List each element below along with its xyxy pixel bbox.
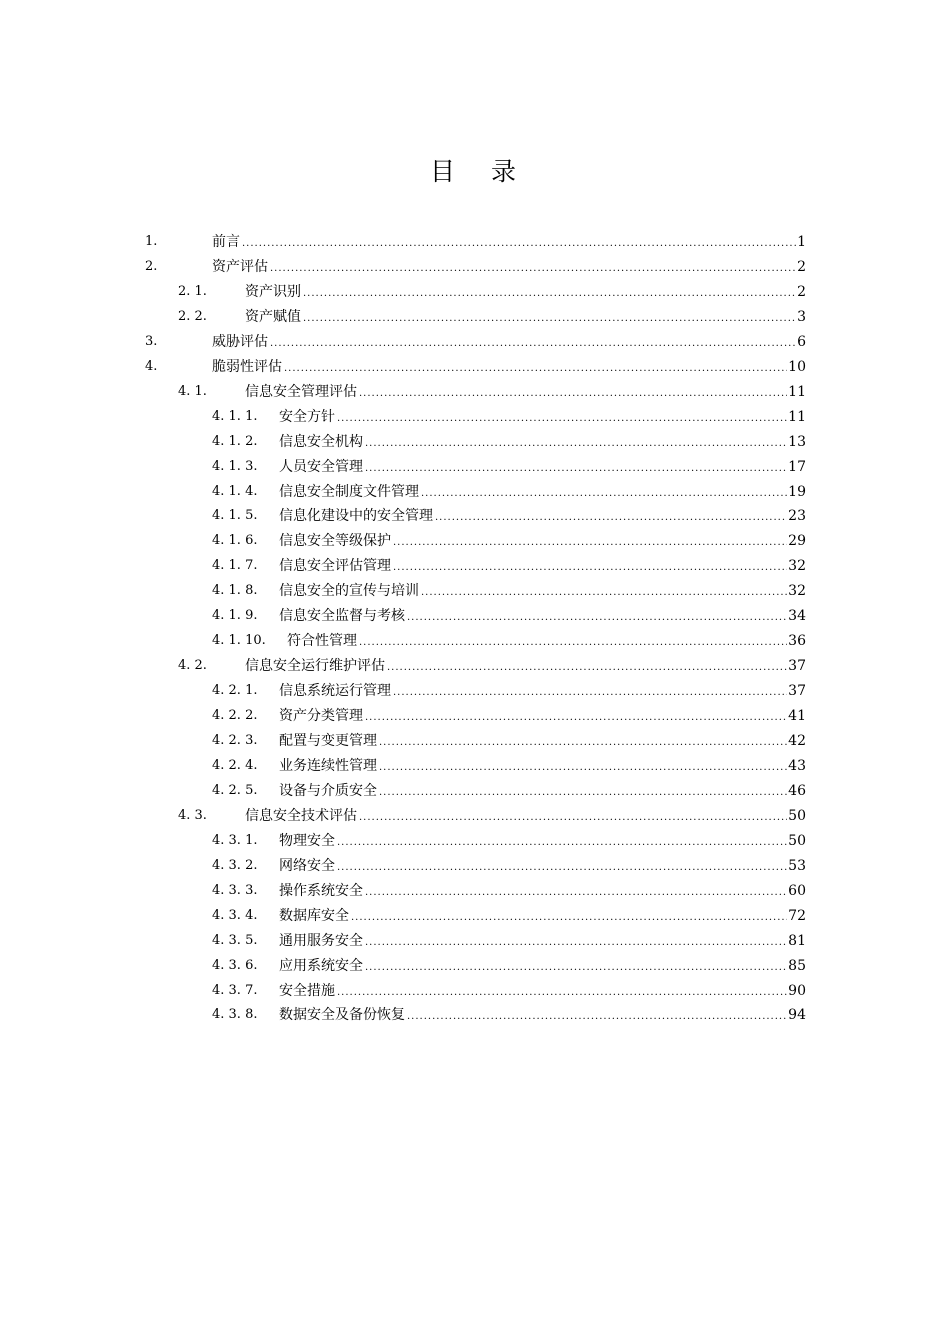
toc-entry-page-number: 29 <box>788 533 806 550</box>
toc-entry-number: 4. 3. 6. <box>212 957 258 973</box>
toc-entry-number: 4. 3. <box>178 807 207 823</box>
toc-entry-page-number: 85 <box>788 957 806 974</box>
toc-entry-page-number: 3 <box>797 308 806 325</box>
toc-entry-title: 资产分类管理 <box>279 708 363 725</box>
toc-entry-number: 4. 1. 8. <box>212 583 258 599</box>
toc-entry-title: 操作系统安全 <box>279 882 363 899</box>
dot-leader <box>337 984 787 1002</box>
dot-leader <box>270 335 796 353</box>
toc-entry-number: 4. 3. 3. <box>212 882 258 898</box>
toc-entry-page-number: 32 <box>788 583 806 600</box>
toc-entry-page-number: 6 <box>797 333 806 350</box>
dot-leader <box>365 884 787 902</box>
toc-entry-page-number: 23 <box>788 508 806 525</box>
toc-entry[interactable] <box>0 579 806 604</box>
toc-entry-page-number: 72 <box>788 907 806 924</box>
toc-entry-page-number: 2 <box>797 258 806 275</box>
toc-entry-title: 信息安全管理评估 <box>245 383 357 400</box>
dot-leader <box>359 809 787 827</box>
toc-entry-page-number: 17 <box>788 458 806 475</box>
dot-leader <box>242 235 796 253</box>
toc-entry[interactable] <box>0 779 806 804</box>
toc-entry-number: 4. 3. 1. <box>212 832 258 848</box>
toc-entry-number: 4. 2. 2. <box>212 708 258 724</box>
toc-entry-title: 网络安全 <box>279 857 335 874</box>
toc-entry-page-number: 94 <box>788 1007 806 1024</box>
toc-entry[interactable] <box>0 1003 806 1028</box>
dot-leader <box>421 485 787 503</box>
dot-leader <box>365 709 787 727</box>
toc-entry-title: 人员安全管理 <box>279 458 363 475</box>
toc-entry-page-number: 50 <box>788 807 806 824</box>
toc-entry[interactable] <box>0 904 806 929</box>
toc-entry-title: 安全方针 <box>279 408 335 425</box>
dot-leader <box>393 534 787 552</box>
toc-entry-title: 信息化建设中的安全管理 <box>279 508 433 525</box>
toc-entry-number: 4. 1. 10. <box>212 633 266 649</box>
toc-entry-number: 4. 3. 7. <box>212 982 258 998</box>
toc-entry-number: 4. 3. 2. <box>212 857 258 873</box>
toc-entry-title: 资产赋值 <box>245 308 301 325</box>
toc-entry-page-number: 37 <box>788 683 806 700</box>
toc-entry-title: 信息安全运行维护评估 <box>245 658 385 675</box>
toc-entry-number: 4. 1. 9. <box>212 608 258 624</box>
dot-leader <box>379 784 787 802</box>
dot-leader <box>407 609 787 627</box>
dot-leader <box>387 659 787 677</box>
toc-entry[interactable] <box>0 504 806 529</box>
toc-entry-number: 3. <box>145 333 158 349</box>
toc-entry-page-number: 41 <box>788 708 806 725</box>
toc-entry-number: 4. 3. 4. <box>212 907 258 923</box>
toc-entry-title: 信息安全机构 <box>279 433 363 450</box>
toc-entry-page-number: 36 <box>788 633 806 650</box>
toc-entry-page-number: 37 <box>788 658 806 675</box>
toc-entry-title: 数据安全及备份恢复 <box>279 1007 405 1024</box>
toc-entry[interactable] <box>0 405 806 430</box>
toc-entry-page-number: 13 <box>788 433 806 450</box>
dot-leader <box>337 410 787 428</box>
toc-entry-page-number: 1 <box>797 234 806 250</box>
toc-entry-page-number: 32 <box>788 558 806 575</box>
dot-leader <box>365 435 787 453</box>
dot-leader <box>393 684 787 702</box>
toc-entry[interactable] <box>0 430 806 455</box>
toc-entry-page-number: 42 <box>788 733 806 749</box>
toc-entry[interactable] <box>0 629 806 654</box>
toc-entry-page-number: 50 <box>788 832 806 849</box>
toc-entry[interactable] <box>0 305 806 330</box>
toc-entry[interactable] <box>0 529 806 554</box>
toc-entry-number: 4. 2. 5. <box>212 782 258 798</box>
toc-entry-title: 前言 <box>212 234 240 250</box>
toc-entry-title: 业务连续性管理 <box>279 757 377 774</box>
toc-entry[interactable] <box>0 654 806 679</box>
dot-leader <box>303 310 796 328</box>
page-title: 目 录 <box>430 157 530 186</box>
toc-entry-title: 信息安全的宣传与培训 <box>279 583 419 600</box>
dot-leader <box>284 360 787 378</box>
toc-entry-title: 设备与介质安全 <box>279 782 377 799</box>
dot-leader <box>337 859 787 877</box>
toc-entry-number: 4. 1. 4. <box>212 483 258 499</box>
toc-entry-number: 4. 2. 3. <box>212 733 258 748</box>
toc-entry[interactable] <box>0 854 806 879</box>
dot-leader <box>365 934 787 952</box>
toc-entry-number: 4. 2. 1. <box>212 683 258 699</box>
toc-entry-number: 2. 1. <box>178 283 207 299</box>
toc-entry[interactable] <box>0 355 806 380</box>
dot-leader <box>351 909 787 927</box>
toc-entry[interactable] <box>0 230 806 255</box>
toc-entry-page-number: 46 <box>788 782 806 799</box>
toc-entry-title: 信息安全评估管理 <box>279 558 391 575</box>
toc-entry-page-number: 19 <box>788 483 806 500</box>
toc-entry-page-number: 60 <box>788 882 806 899</box>
dot-leader <box>303 285 796 303</box>
toc-entry-number: 4. 1. 1. <box>212 408 258 424</box>
toc-entry-number: 4. <box>145 358 158 374</box>
dot-leader <box>337 834 787 852</box>
toc-entry-number: 4. 1. 2. <box>212 433 258 449</box>
toc-entry[interactable] <box>0 554 806 579</box>
dot-leader <box>393 559 787 577</box>
toc-entry[interactable] <box>0 255 806 280</box>
toc-entry-number: 4. 3. 5. <box>212 932 258 948</box>
toc-entry-title: 通用服务安全 <box>279 932 363 949</box>
toc-entry-title: 应用系统安全 <box>279 957 363 974</box>
toc-entry[interactable] <box>0 979 806 1004</box>
toc-entry[interactable] <box>0 704 806 729</box>
toc-entry-title: 数据库安全 <box>279 907 349 924</box>
toc-entry[interactable] <box>0 380 806 405</box>
toc-entry[interactable] <box>0 480 806 505</box>
dot-leader <box>407 1008 787 1026</box>
toc-entry-page-number: 90 <box>788 982 806 999</box>
toc-entry-page-number: 43 <box>788 757 806 774</box>
toc-entry-number: 2. <box>145 258 158 274</box>
dot-leader <box>365 959 787 977</box>
toc-entry-number: 4. 1. 3. <box>212 458 258 474</box>
toc-entry-title: 脆弱性评估 <box>212 358 282 375</box>
dot-leader <box>435 509 787 527</box>
toc-entry-title: 安全措施 <box>279 982 335 999</box>
toc-entry-number: 4. 2. <box>178 658 207 674</box>
toc-entry-page-number: 2 <box>797 283 806 300</box>
toc-entry-number: 4. 1. 7. <box>212 558 258 574</box>
toc-entry[interactable] <box>0 604 806 629</box>
toc-entry-title: 威胁评估 <box>212 333 268 350</box>
toc-entry-title: 资产识别 <box>245 283 301 300</box>
toc-entry[interactable] <box>0 455 806 480</box>
toc-entry[interactable] <box>0 954 806 979</box>
toc-entry-page-number: 34 <box>788 608 806 625</box>
toc-entry[interactable] <box>0 929 806 954</box>
toc-entry-title: 资产评估 <box>212 258 268 275</box>
dot-leader <box>421 584 787 602</box>
toc-entry[interactable] <box>0 754 806 779</box>
toc-entry-number: 2. 2. <box>178 308 207 324</box>
toc-entry[interactable] <box>0 804 806 829</box>
dot-leader <box>359 385 787 403</box>
toc-entry-page-number: 11 <box>788 383 806 400</box>
toc-entry-number: 1. <box>145 234 158 249</box>
toc-entry-number: 4. 1. 6. <box>212 533 258 549</box>
toc-entry-page-number: 11 <box>788 408 806 425</box>
toc-entry[interactable] <box>0 829 806 854</box>
toc-entry-title: 配置与变更管理 <box>279 733 377 749</box>
toc-entry-page-number: 10 <box>788 358 806 375</box>
toc-entry[interactable] <box>0 280 806 305</box>
toc-entry-page-number: 81 <box>788 932 806 949</box>
toc-entry-title: 信息安全等级保护 <box>279 533 391 550</box>
dot-leader <box>379 734 787 752</box>
dot-leader <box>365 460 787 478</box>
toc-entry-title: 信息安全制度文件管理 <box>279 483 419 500</box>
toc-entry-title: 信息安全技术评估 <box>245 807 357 824</box>
toc-entry[interactable] <box>0 330 806 355</box>
dot-leader <box>379 759 787 777</box>
toc-entry[interactable] <box>0 879 806 904</box>
toc-entry[interactable] <box>0 679 806 704</box>
toc-entry-number: 4. 1. <box>178 383 207 399</box>
toc-entry-title: 物理安全 <box>279 832 335 849</box>
dot-leader <box>270 260 796 278</box>
toc-entry-title: 信息安全监督与考核 <box>279 608 405 625</box>
toc-entry-number: 4. 1. 5. <box>212 508 258 524</box>
dot-leader <box>359 634 787 652</box>
toc-entry-title: 信息系统运行管理 <box>279 683 391 700</box>
toc-entry-title: 符合性管理 <box>287 633 357 650</box>
toc-entry-number: 4. 2. 4. <box>212 757 258 773</box>
toc-entry-number: 4. 3. 8. <box>212 1007 258 1023</box>
toc-entry[interactable] <box>0 729 806 754</box>
toc-entry-page-number: 53 <box>788 857 806 874</box>
